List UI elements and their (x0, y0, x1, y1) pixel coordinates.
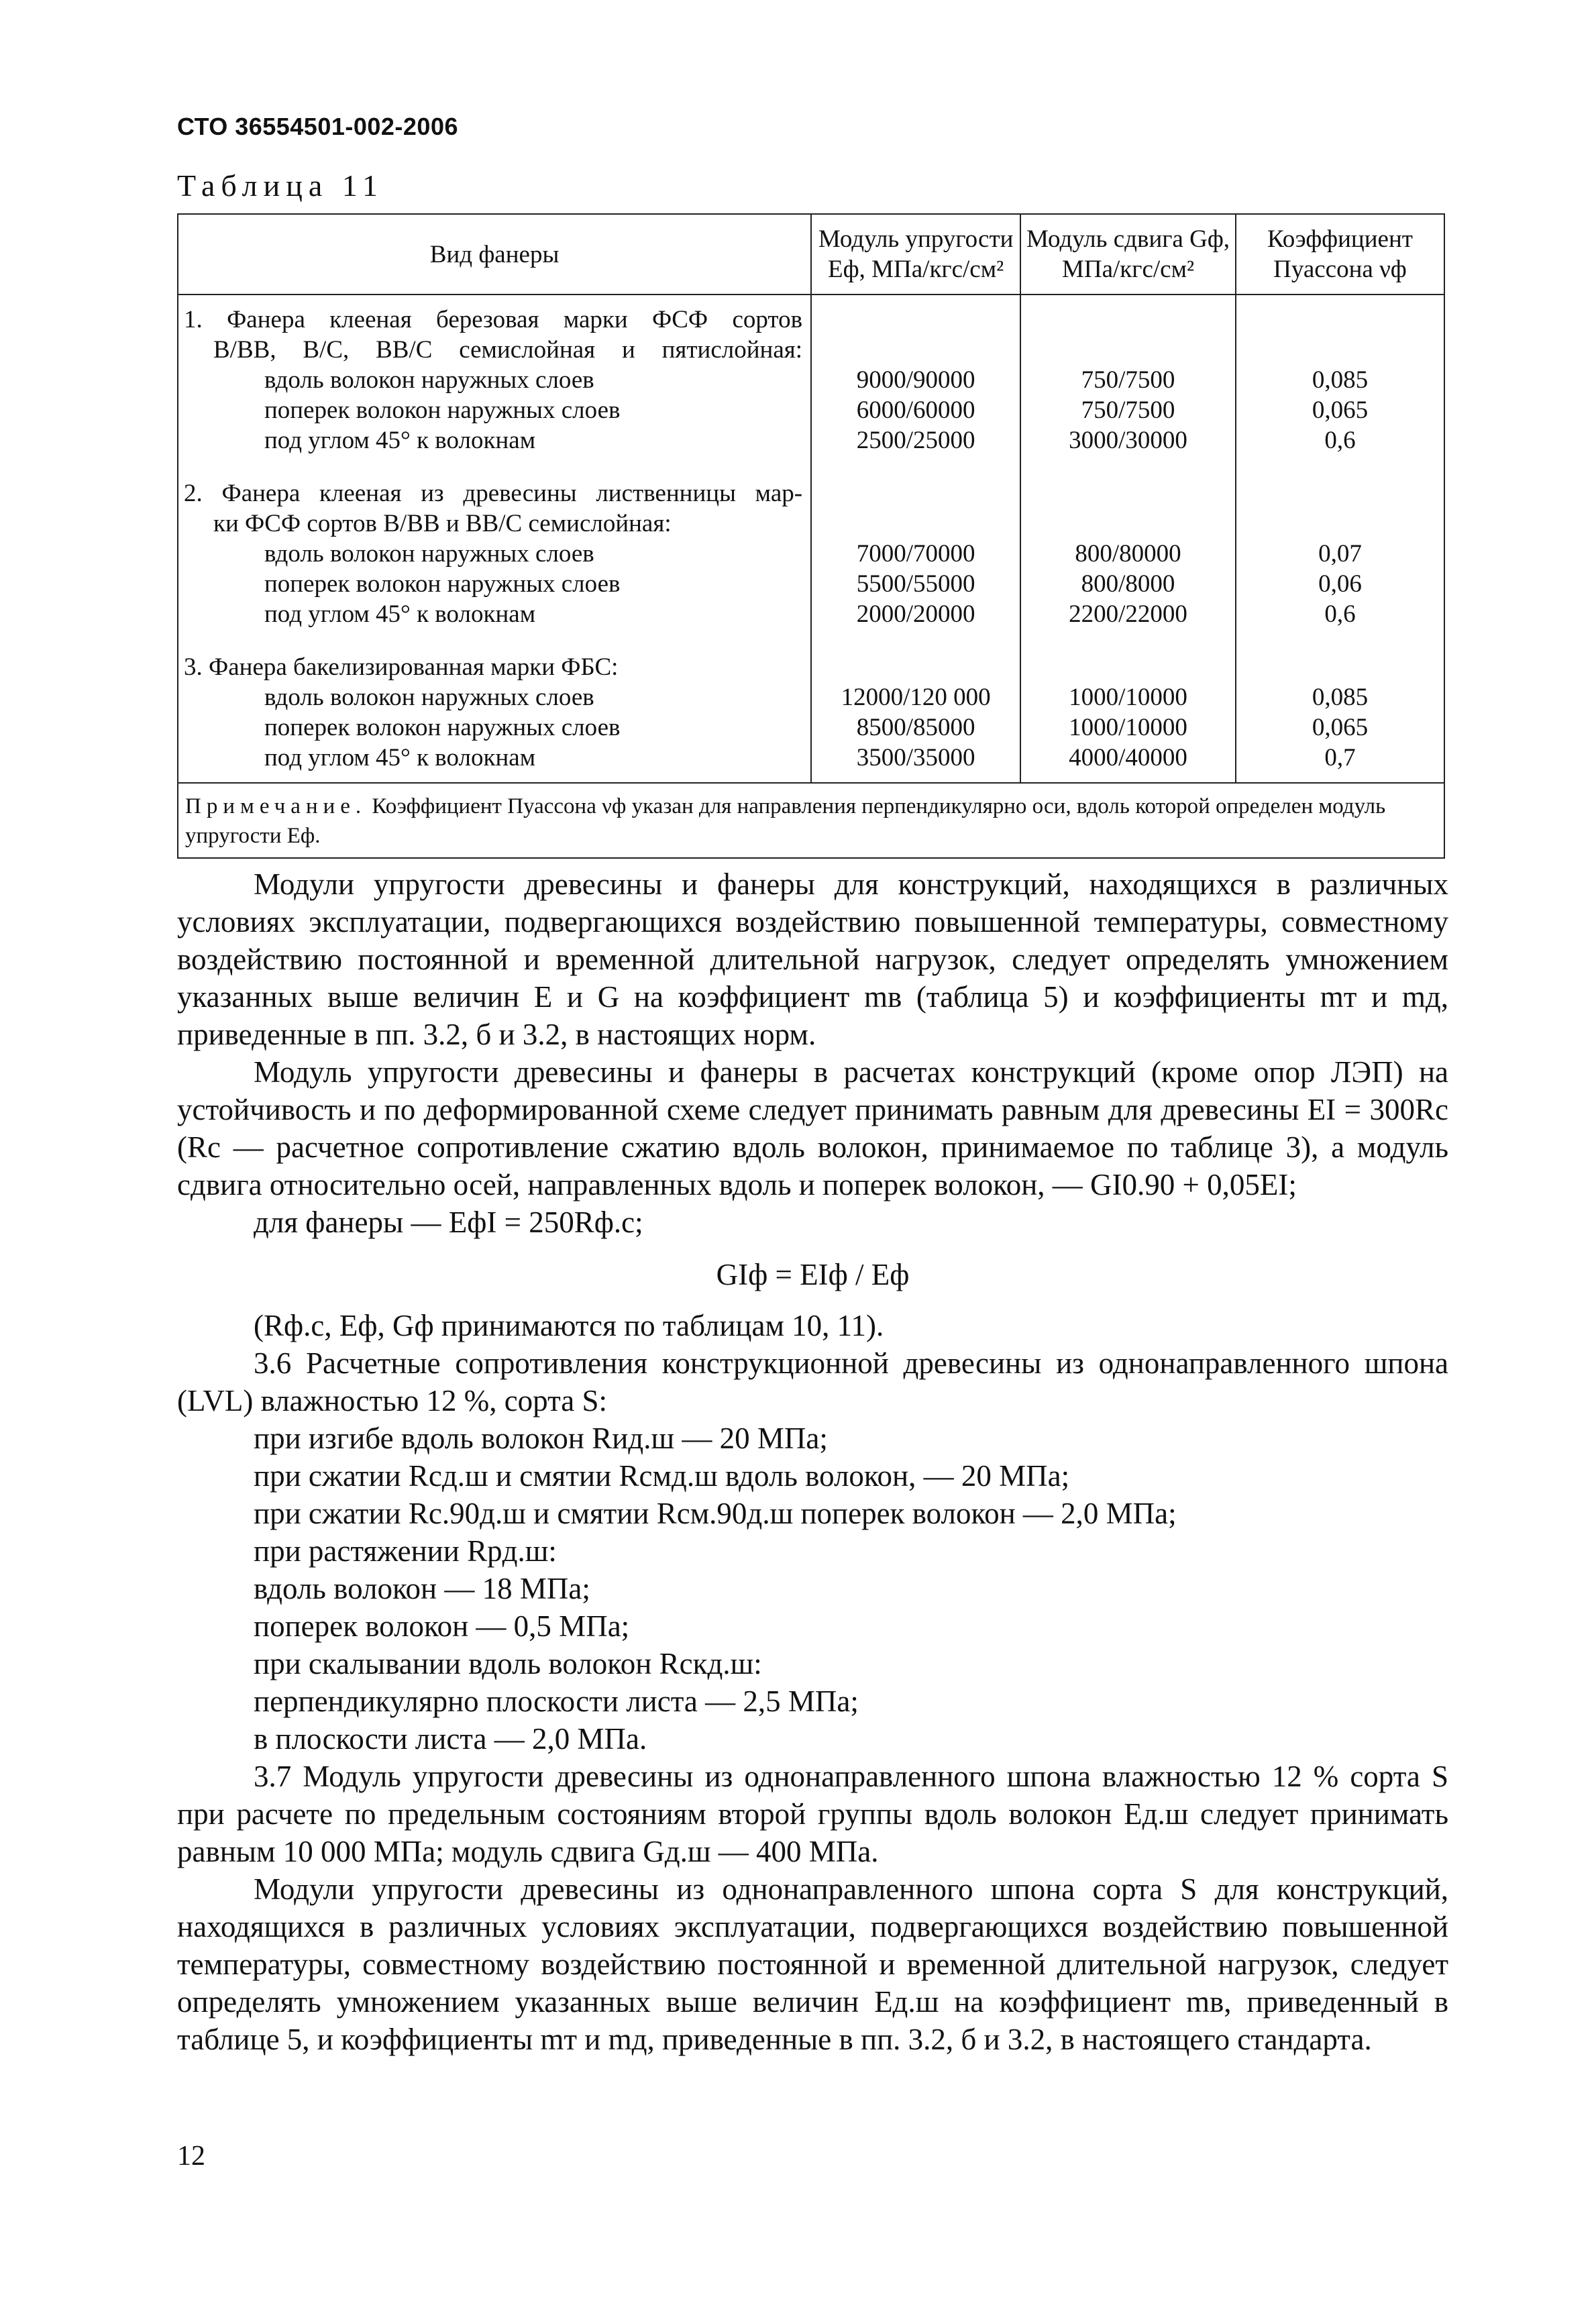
document-code: СТО 36554501-002-2006 (177, 113, 458, 140)
note-text: Коэффициент Пуассона νф указан для направления перпендикулярно оси, вдоль которой определен модуль упругости Eф. (185, 794, 1386, 848)
cell-value: 0,6 (1324, 600, 1356, 628)
list-item: при растяжении Rpд.ш: (254, 1534, 557, 1568)
cell-value: 3500/35000 (856, 744, 975, 771)
list-item: перпендикулярно плоскости листа — 2,5 МПа; (254, 1684, 859, 1718)
table-body-row (178, 295, 1444, 783)
cell-value: 800/80000 (1075, 540, 1181, 568)
row-label: поперек волокон наружных слоев (264, 570, 621, 598)
cell-value: 3000/30000 (1069, 427, 1187, 454)
paragraph: Модули упругости древесины и фанеры для конструкций, находящихся в различных условиях эксплуатации, подвергающихся воздействию повышенной температуры, совместному воздействию постоянной и временной длительной нагрузок, следует определять умножением указанных выше величин E и G на коэффициент mв (таблица 5) и коэффициенты mт и mд, приведенные в пп. 3.2, б и 3.2, в настоящих норм. (177, 867, 1448, 1051)
cell-value: 2200/22000 (1069, 600, 1187, 628)
cell-value: 0,07 (1318, 540, 1362, 568)
page-number: 12 (177, 2141, 205, 2172)
list-item: поперек волокон — 0,5 МПа; (254, 1609, 630, 1643)
paragraph: (Rф.с, Eф, Gф принимаются по таблицам 10, 11). (254, 1309, 884, 1342)
shear-modulus-formula: GIф = EIф / Eф (716, 1258, 910, 1291)
group-title-line: В/ВВ, В/С, ВВ/С семислойная и пятислойная: (213, 336, 803, 364)
cell-value: 7000/70000 (856, 540, 975, 568)
cell-value: 0,065 (1312, 714, 1369, 741)
plywood-modulus-table (177, 213, 1445, 859)
cell-value: 2000/20000 (856, 600, 975, 628)
poisson-ratio-column (1236, 295, 1444, 783)
row-label: под углом 45° к волокнам (264, 427, 536, 454)
paragraph: Модуль упругости древесины и фанеры в расчетах конструкций (кроме опор ЛЭП) на устойчивость и по деформированной схеме следует принимать равным для древесины EI = 300Rc (Rc — расчетное сопротивление сжатию вдоль волокон, принимаемое по таблице 3), а модуль сдвига относительно осей, направленных вдоль и поперек волокон, — GI0.90 + 0,05EI; (177, 1055, 1448, 1201)
cell-value: 0,06 (1318, 570, 1362, 598)
cell-value: 1000/10000 (1069, 714, 1187, 741)
cell-value: 750/7500 (1081, 396, 1175, 424)
group-title-line: 1. Фанера клееная березовая марки ФСФ сортов (184, 306, 803, 333)
cell-value: 1000/10000 (1069, 684, 1187, 711)
row-label: под углом 45° к волокнам (264, 600, 536, 628)
paragraph: Модули упругости древесины из однонаправленного шпона сорта S для конструкций, находящихся в различных условиях эксплуатации, подвергающихся воздействию повышенной температуры, совместному воздействию постоянной и временной длительной нагрузок, следует определять умножением указанных выше величин Eд.ш на коэффициент mв, приведенный в таблице 5, и коэффициенты mт и mд, приведенные в пп. 3.2, б и 3.2, в настоящего стандарта. (177, 1872, 1448, 2056)
elastic-modulus-column (811, 295, 1020, 783)
col-header-elastic-modulus: Модуль упругости Eф, МПа/кгс/см² (811, 214, 1020, 295)
col-header-poisson-ratio: Коэффициент Пуассона νф (1236, 214, 1444, 295)
table-note-row (178, 783, 1444, 858)
col-header-shear-modulus: Модуль сдвига Gф, МПа/кгс/см² (1020, 214, 1236, 295)
col-header-plywood-type: Вид фанеры (178, 214, 811, 295)
plywood-type-column (178, 295, 811, 783)
row-label: вдоль волокон наружных слоев (264, 684, 594, 711)
shear-modulus-column (1020, 295, 1236, 783)
group-3 (184, 629, 802, 782)
group-title-line: ки ФСФ сортов В/ВВ и ВВ/С семислойная: (213, 510, 672, 537)
table-caption: Таблица 11 (177, 168, 384, 203)
list-item: при сжатии Rc.90д.ш и смятии Rсм.90д.ш поперек волокон — 2,0 МПа; (254, 1497, 1177, 1530)
list-item: вдоль волокон — 18 МПа; (254, 1572, 590, 1605)
row-label: под углом 45° к волокнам (264, 744, 536, 771)
paragraph-section-3-7: 3.7 Модуль упругости древесины из однонаправленного шпона влажностью 12 % сорта S при расчете по предельным состояниям второй группы вдоль волокон Eд.ш следует принимать равным 10 000 МПа; модуль сдвига Gд.ш — 400 МПа. (177, 1760, 1448, 1868)
cell-value: 9000/90000 (856, 366, 975, 394)
list-item: при сжатии Rcд.ш и смятии Rсмд.ш вдоль волокон, — 20 МПа; (254, 1459, 1070, 1493)
body-text (177, 865, 1448, 2058)
cell-value: 4000/40000 (1069, 744, 1187, 771)
cell-value: 800/8000 (1081, 570, 1175, 598)
paragraph-section-3-6: 3.6 Расчетные сопротивления конструкционной древесины из однонаправленного шпона (LVL) влажностью 12 %, сорта S: (177, 1346, 1448, 1417)
paragraph: для фанеры — EфI = 250Rф.с; (254, 1206, 643, 1239)
note-prefix: Примечание. (185, 794, 367, 818)
list-item: при скалывании вдоль волокон Rскд.ш: (254, 1647, 762, 1680)
cell-value: 2500/25000 (856, 427, 975, 454)
row-label: вдоль волокон наружных слоев (264, 366, 594, 394)
cell-value: 8500/85000 (856, 714, 975, 741)
row-label: вдоль волокон наружных слоев (264, 540, 594, 568)
cell-value: 750/7500 (1081, 366, 1175, 394)
list-item: в плоскости листа — 2,0 МПа. (254, 1722, 647, 1756)
table-note (178, 783, 1444, 858)
row-label: поперек волокон наружных слоев (264, 714, 621, 741)
cell-value: 6000/60000 (856, 396, 975, 424)
group-2 (184, 456, 802, 629)
group-1 (184, 295, 802, 456)
cell-value: 12000/120 000 (841, 684, 991, 711)
cell-value: 0,085 (1312, 684, 1369, 711)
cell-value: 0,065 (1312, 396, 1369, 424)
cell-value: 0,7 (1324, 744, 1356, 771)
list-item: при изгибе вдоль волокон Rид.ш — 20 МПа; (254, 1422, 828, 1455)
row-label: поперек волокон наружных слоев (264, 396, 621, 424)
cell-value: 0,085 (1312, 366, 1369, 394)
cell-value: 5500/55000 (856, 570, 975, 598)
group-title-line: 3. Фанера бакелизированная марки ФБС: (184, 653, 619, 681)
group-title-line: 2. Фанера клееная из древесины лиственницы мар- (184, 480, 803, 507)
cell-value: 0,6 (1324, 427, 1356, 454)
table-header-row (178, 214, 1444, 295)
